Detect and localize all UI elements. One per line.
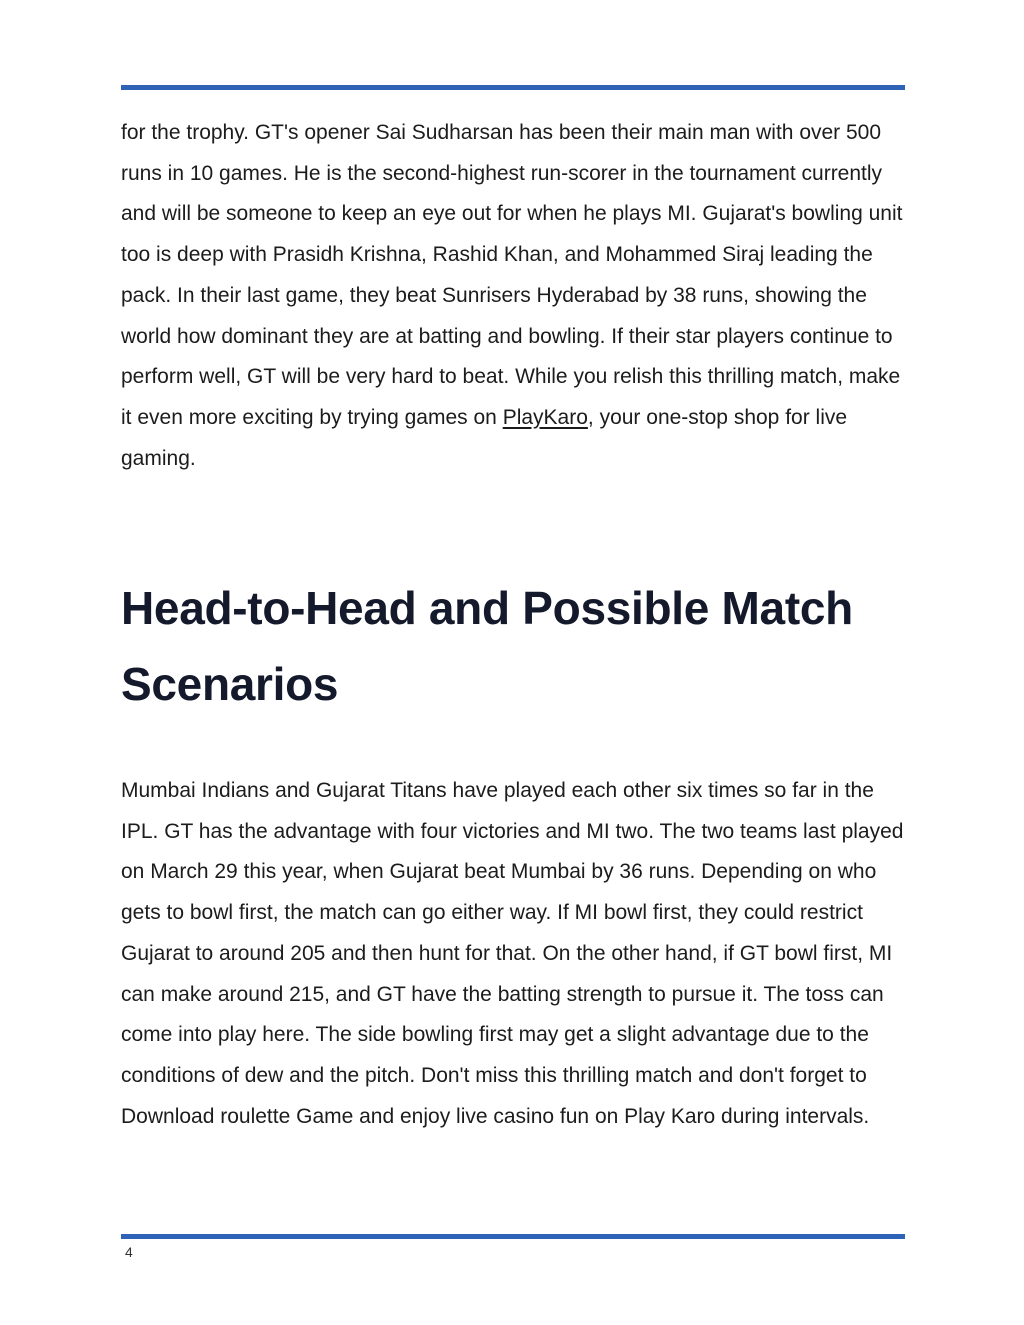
- top-divider: [121, 85, 905, 90]
- section-heading: Head-to-Head and Possible Match Scenarios: [121, 582, 853, 710]
- page-number: 4: [125, 1244, 133, 1260]
- intro-paragraph: [121, 113, 911, 479]
- intro-text-start: for the trophy. GT's opener Sai Sudharsan has been their main man with over 500 runs in 10 games. He is the second-highest run-scorer in the tournament currently and will be someone to keep an eye out for when he plays MI. Gujarat's bowling unit too is deep with Prasidh Krishna, Rashid Khan, and Mohammed Siraj leading the pack. In their last game, they beat Sunrisers Hyderabad by 38 runs, showing the world how dominant they are at batting and bowling. If their star players continue to perform well, GT will be very hard to beat. While you relish this thrilling match, make it even more exciting by trying games on: [121, 121, 903, 429]
- head-to-head-paragraph: Mumbai Indians and Gujarat Titans have played each other six times so far in the IPL. GT has the advantage with four victories and MI two. The two teams last played on March 29 this year, when Gujarat beat Mumbai by 36 runs. Depending on who gets to bowl first, the match can go either way. If MI bowl first, they could restrict Gujarat to around 205 and then hunt for that. On the other hand, if GT bowl first, MI can make around 215, and GT have the batting strength to pursue it. The toss can come into play here. The side bowling first may get a slight advantage due to the conditions of dew and the pitch. Don't miss this thrilling match and don't forget to Download roulette Game and enjoy live casino fun on Play Karo during intervals.: [121, 779, 904, 1128]
- playkaro-link[interactable]: PlayKaro: [502, 405, 588, 429]
- intro-text-end: , your one-stop shop for live gaming.: [121, 405, 848, 470]
- bottom-divider: [121, 1234, 905, 1239]
